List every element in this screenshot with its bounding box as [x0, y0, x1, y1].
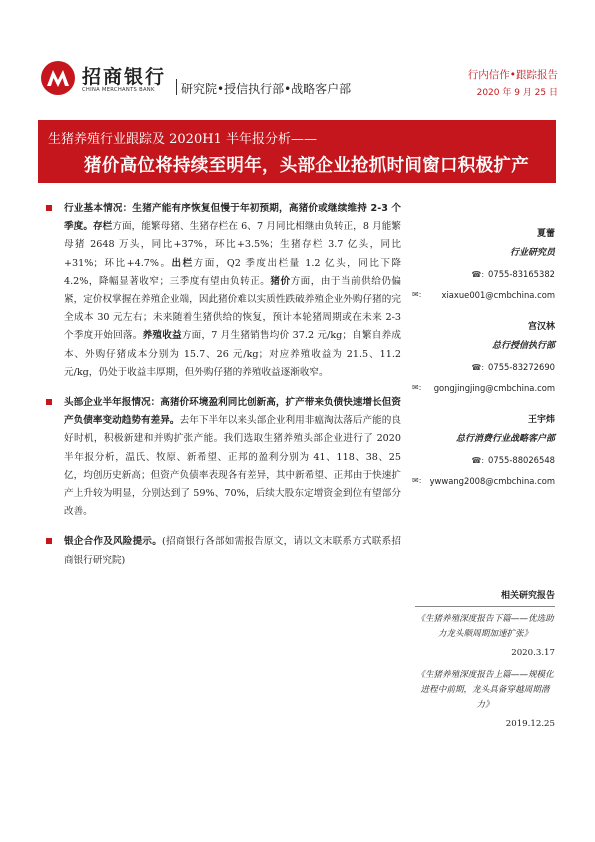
section-companies — [46, 394, 401, 521]
title-banner — [38, 120, 556, 183]
analyst-name: 夏蕾 — [536, 229, 555, 239]
analyst-name: 王宇炜 — [527, 415, 555, 425]
analyst-email[interactable] — [412, 378, 555, 398]
section-industry — [46, 200, 401, 382]
analyst-email[interactable] — [412, 285, 555, 305]
section-cooperation — [46, 533, 401, 569]
email-address[interactable]: gongjingjing@cmbchina.com — [433, 383, 555, 393]
email-icon: ✉: — [412, 383, 422, 392]
related-report[interactable] — [415, 612, 555, 658]
paragraph-text: 方面，7 月生猪销售均价 37.2 元/kg；自繁自养成本、外购仔猪成本分别为 15.7、26 元/kg；对应养殖收益为 21.5、11.2 元/kg，仍处于收益丰厚期，但外购仔猪的养殖收益逐渐收窄。 — [64, 330, 402, 378]
inline-heading: 出栏 — [171, 257, 194, 269]
analyst-card — [412, 319, 555, 398]
analyst-title: 总行授信执行部 — [491, 341, 555, 351]
phone-number: 0755-83165382 — [488, 269, 555, 279]
paragraph-text: 去年下半年以来头部企业利用非瘟淘汰落后产能的良好时机，积极新建和并购扩张产能。我们选取生猪养殖头部企业进行了 2020 半年报分析，温氏、牧原、新希望、正邦的盈利分别为 41、118、38、25 亿，均创历史新高；但资产负债率表现各有差异，其中新希望、正邦由于快速扩产上升较为明显，分别达到了 59%、70%，后续大股东定增资金到位有望部分改善。 — [64, 415, 402, 518]
paragraph-text: 方面，能繁母猪、生猪存栏在 6、7 月同比相继由负转正，8 月能繁母猪 2648 万头，同比+37%，环比+3.5%；生猪存栏 3.7 亿头，同比+31%；环比+4.7%。 — [64, 221, 402, 269]
analyst-card — [412, 412, 555, 491]
phone-icon: ☎: — [471, 270, 485, 279]
analyst-card — [412, 226, 555, 305]
report-type: 行内信作•跟踪报告 — [467, 69, 558, 81]
email-address[interactable]: ywwang2008@cmbchina.com — [429, 476, 555, 486]
related-report-title[interactable]: 《生猪养殖深度报告上篇——规模化进程中前期，龙头具备穿越周期潜力》 — [416, 670, 554, 710]
section-lead: 头部企业半年报情况：高猪价环境盈利同比创新高，扩产带来负债快速增长但资产负债率变动趋势有差异。 — [64, 397, 401, 427]
inline-heading: 猪价 — [270, 275, 291, 287]
section-lead: 银企合作及风险提示。 — [64, 536, 163, 548]
phone-icon: ☎: — [471, 363, 485, 372]
report-date: 2020 年 9 月 25 日 — [476, 88, 558, 98]
analyst-phone — [415, 264, 555, 285]
divider — [176, 79, 177, 95]
related-report-date: 2019.12.25 — [505, 719, 555, 729]
phone-number: 0755-83272690 — [488, 362, 555, 372]
analyst-title: 行业研究员 — [509, 248, 555, 258]
paragraph-text: 方面，Q2 季度出栏量 1.2 亿头，同比下降 4.2%，降幅显著收窄；三季度有望由负转正。 — [64, 257, 402, 287]
logo-text: 招商银行 — [82, 66, 167, 88]
paragraph-text: 方面，由于当前供给仍偏紧，定价权掌握在养殖企业端，因此猪价难以实质性跌破养殖企业外购仔猪的完全成本 30 元左右；未来随着生猪供给的恢复，预计本轮猪周期或在未来 2-3 个季度开始回落。 — [64, 275, 402, 342]
inline-heading: 存栏 — [93, 221, 113, 233]
analyst-title: 总行消费行业战略客户部 — [455, 434, 555, 444]
bullet-marker — [46, 538, 52, 544]
related-reports-heading: 相关研究报告 — [500, 591, 555, 601]
phone-number: 0755-88026548 — [488, 455, 555, 465]
report-title: 猪价高位将持续至明年，头部企业抢抓时间窗口积极扩产 — [84, 156, 529, 176]
analyst-phone — [415, 357, 555, 378]
report-subtitle: 生猪养殖行业跟踪及 2020H1 半年报分析—— — [48, 132, 317, 147]
divider — [415, 606, 555, 607]
phone-icon: ☎: — [471, 456, 485, 465]
logo-english-text: CHINA MERCHANTS BANK — [82, 87, 155, 93]
email-icon: ✉: — [412, 290, 422, 299]
bullet-marker — [46, 399, 52, 405]
analyst-phone — [415, 450, 555, 471]
email-icon: ✉: — [412, 476, 422, 485]
section-lead: 行业基本情况：生猪产能有序恢复但慢于年初预期，高猪价或继续维持 2-3 个季度。 — [64, 203, 401, 233]
analyst-email[interactable] — [412, 471, 555, 491]
inline-heading: 养殖收益 — [142, 330, 182, 342]
report-header — [0, 0, 595, 120]
related-report-date: 2020.3.17 — [511, 648, 555, 658]
analyst-name: 宫汉林 — [527, 322, 555, 332]
bullet-marker — [46, 205, 52, 211]
summary-body — [46, 200, 401, 582]
email-address[interactable]: xiaxue001@cmbchina.com — [441, 290, 555, 300]
department-label: 研究院•授信执行部•战略客户部 — [181, 82, 352, 96]
paragraph-text: (招商银行各部如需报告原文，请以文末联系方式联系招商银行研究院) — [64, 536, 401, 566]
cmb-logo-icon — [40, 60, 76, 96]
related-report-title[interactable]: 《生猪养殖深度报告下篇——优选助力龙头顺周期加速扩张》 — [416, 614, 554, 639]
related-report[interactable] — [415, 668, 555, 729]
sidebar — [412, 200, 555, 729]
